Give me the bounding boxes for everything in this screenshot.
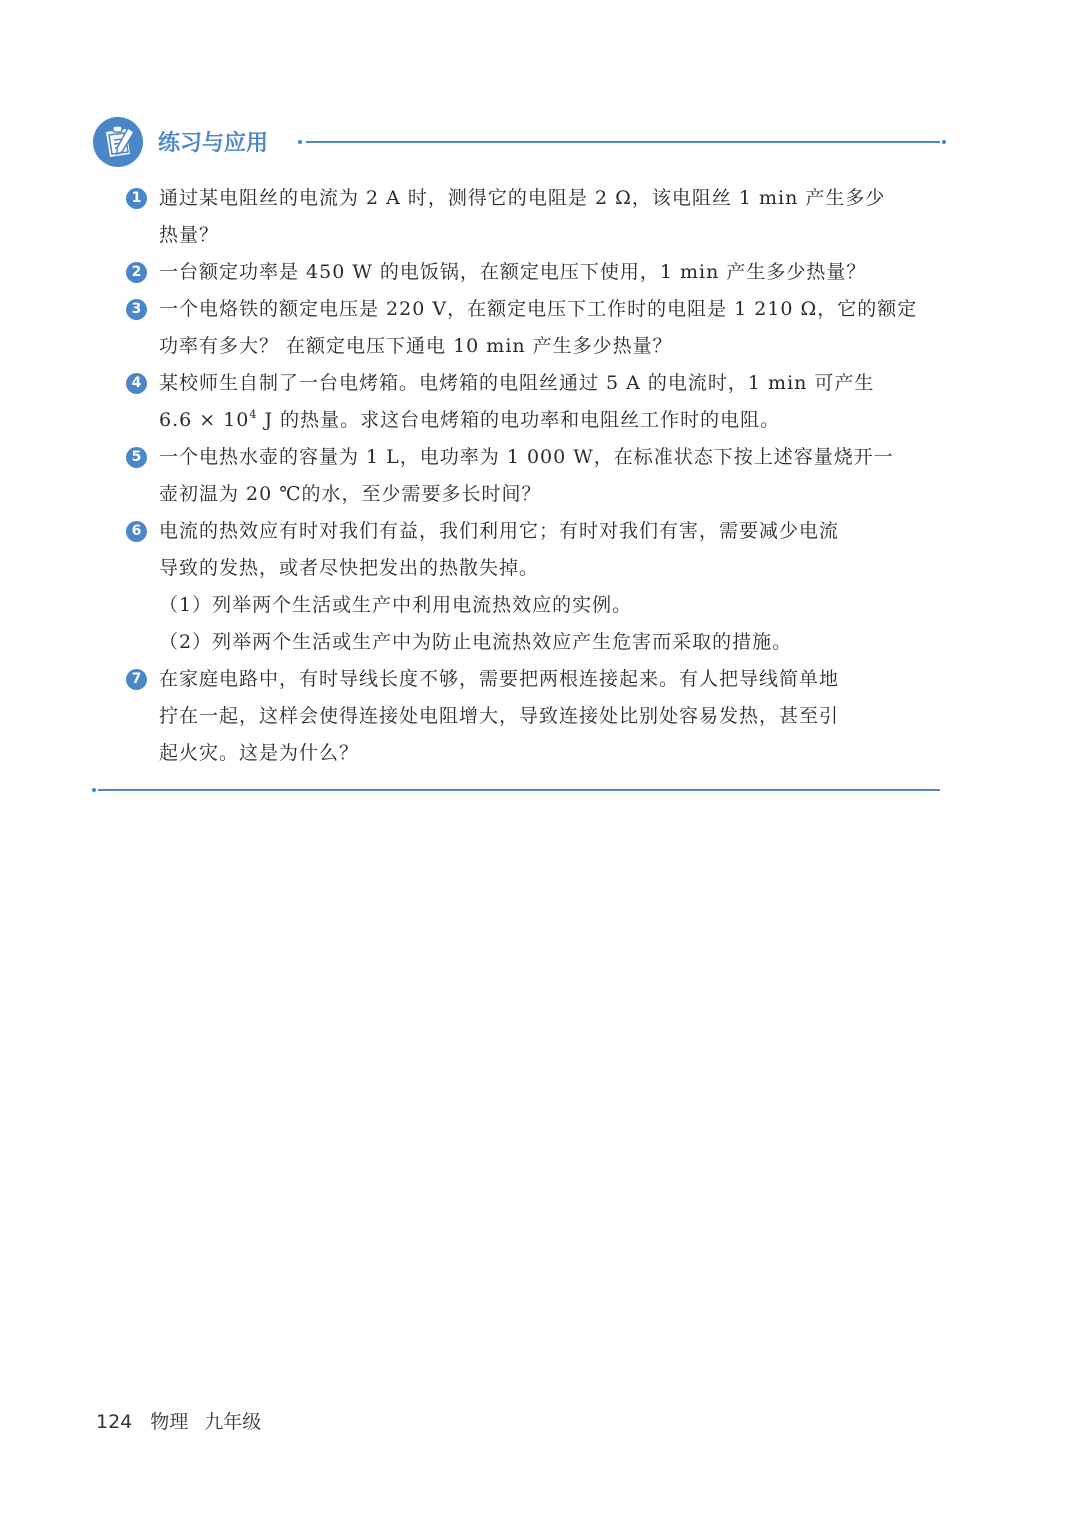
problem-4 [126, 365, 926, 439]
problem-6 [126, 513, 926, 587]
problem-7 [126, 661, 926, 772]
exponent: 4 [249, 408, 258, 421]
problem-text: 在家庭电路中，有时导线长度不够，需要把两根连接起来。有人把导线简单地 拧在一起，这样会使得连接处电阻增大，导致连接处比别处容易发热，甚至引 起火灾。这是为什么？ [159, 668, 840, 764]
problem-3 [126, 291, 926, 365]
problem-number-badge: 2 [126, 262, 147, 283]
problem-text: 电流的热效应有时对我们有益，我们利用它；有时对我们有害，需要减少电流 导致的发热，或者尽快把发出的热散失掉。 [159, 520, 840, 579]
book-grade: 九年级 [204, 1411, 262, 1433]
problem-number-badge: 1 [126, 188, 147, 209]
section-title: 练习与应用 [158, 131, 269, 156]
problem-text: 通过某电阻丝的电流为 2 A 时，测得它的电阻是 2 Ω，该电阻丝 1 min 产生多少 热量？ [159, 187, 886, 246]
problem-2 [126, 254, 926, 291]
problem-number-badge: 7 [126, 669, 147, 690]
problem-text [159, 365, 926, 439]
problem-text: 一台额定功率是 450 W 的电饭锅，在额定电压下使用，1 min 产生多少热量？ [159, 261, 867, 283]
sub-question-1: （1）列举两个生活或生产中利用电流热效应的实例。 [159, 594, 633, 616]
page-number: 124 [96, 1411, 133, 1433]
problem-number-badge: 3 [126, 299, 147, 320]
problem-text: 一个电热水壶的容量为 1 L，电功率为 1 000 W，在标准状态下按上述容量烧开一 壶初温为 20 ℃的水，至少需要多长时间？ [159, 446, 894, 505]
sub-question-2: （2）列举两个生活或生产中为防止电流热效应产生危害而采取的措施。 [159, 631, 793, 653]
section-bottom-divider [98, 789, 940, 791]
problem-number-badge: 5 [126, 447, 147, 468]
problem-number-badge: 4 [126, 373, 147, 394]
problem-1 [126, 180, 926, 254]
header-divider [306, 141, 940, 143]
page-footer [96, 1407, 261, 1434]
section-header [92, 116, 942, 172]
book-subject: 物理 [150, 1411, 189, 1433]
problem-text-part: J 的热量。求这台电烤箱的电功率和电阻丝工作时的电阻。 [257, 409, 781, 431]
problem-text-part: 某校师生自制了一台电烤箱。电烤箱的电阻丝通过 5 A 的电流时，1 min 可产生 6.6 × 10 [159, 372, 875, 431]
problem-number-badge: 6 [126, 521, 147, 542]
problem-text: 一个电烙铁的额定电压是 220 V，在额定电压下工作时的电阻是 1 210 Ω，它的额定 功率有多大？ 在额定电压下通电 10 min 产生多少热量？ [159, 298, 918, 357]
clipboard-pen-icon [92, 116, 144, 168]
problem-list [126, 180, 926, 772]
problem-5 [126, 439, 926, 513]
